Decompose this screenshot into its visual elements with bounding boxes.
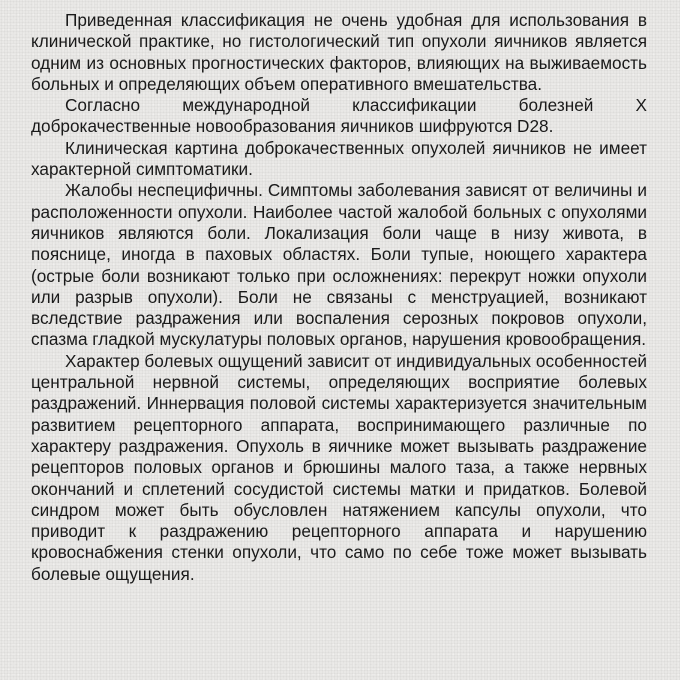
paragraph-clinical-picture: Клиническая картина доброкачественных опухолей яичников не имеет характерной симптоматики. (31, 137, 647, 180)
paragraph-complaints: Жалобы неспецифичны. Симптомы заболевания зависят от величины и расположенности опухоли. Наиболее частой жалобой больных с опухолями яичников являются боли. Локализация боли чаще в низу живота, в пояснице, иногда в паховых областях. Боли тупые, ноющего характера (острые боли возникают только при осложнениях: перекрут ножки опухоли или разрыв опухоли). Боли не связаны с менструацией, возникают вследствие раздражения или воспаления серозных покровов опухоли, спазма гладкой мускулатуры половых органов, нарушения кровообращения. (31, 180, 647, 350)
paragraph-classification: Приведенная классификация не очень удобная для использования в клинической практике, но гистологический тип опухоли яичников является одним из основных прогностических факторов, влияющих на выживаемость больных и определяющих объем оперативного вмешательства. (31, 10, 647, 94)
paragraph-pain-character: Характер болевых ощущений зависит от индивидуальных особенностей центральной нервной системы, определяющих восприятие болевых раздражений. Иннервация половой системы характеризуется значительным развитием рецепторного аппарата, воспринимающего различные по характеру раздражения. Опухоль в яичнике может вызывать раздражение рецепторов половых органов и брюшины малого таза, а также нервных окончаний и сплетений сосудистой системы матки и придатков. Болевой синдром может быть обусловлен натяжением капсулы опухоли, что приводит к раздражению рецепторного аппарата и нарушению кровоснабжения стенки опухоли, что само по себе тоже может вызывать болевые ощущения. (31, 350, 647, 584)
paragraph-icd-code: Согласно международной классификации болезней X доброкачественные новообразования яичников шифруются D28. (31, 95, 647, 137)
document-page (31, 10, 647, 585)
